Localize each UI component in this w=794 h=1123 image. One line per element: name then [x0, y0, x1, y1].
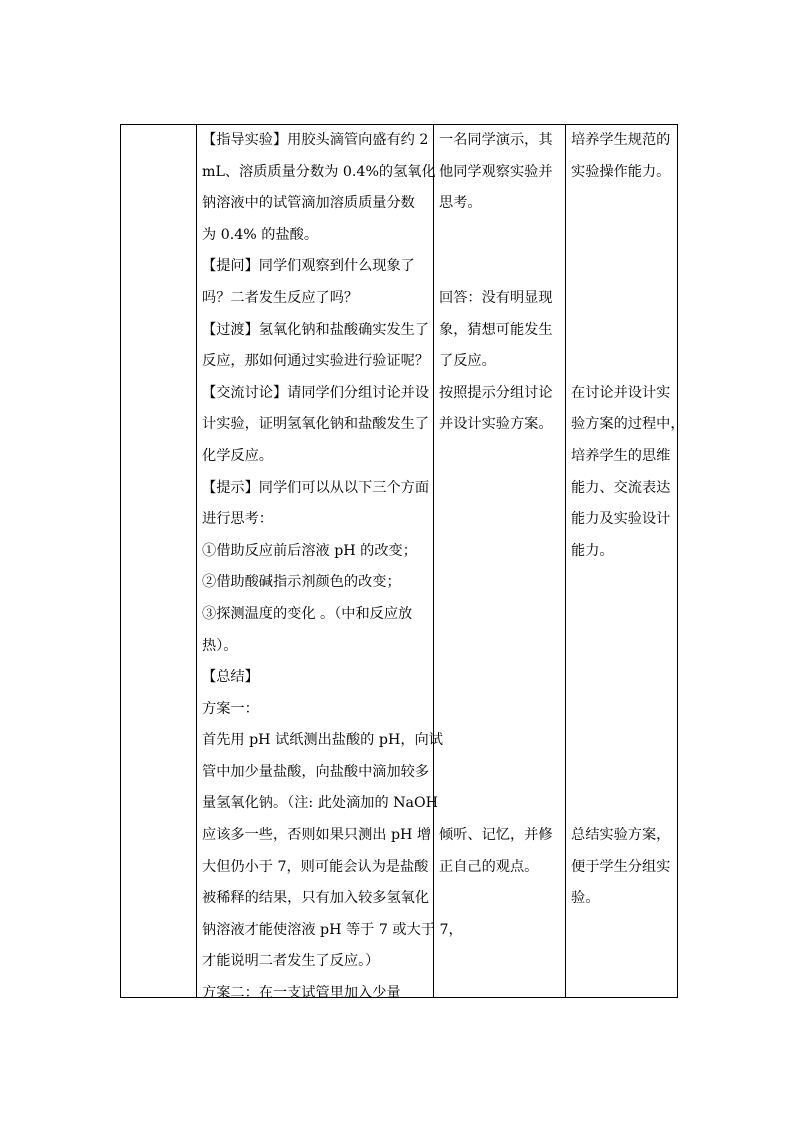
text-line: 回答：没有明显现	[439, 289, 553, 306]
text-line: 能力及实验设计	[571, 511, 671, 528]
column-divider	[433, 125, 434, 997]
text-line: 并设计实验方案。	[439, 416, 553, 433]
text-line: 了反应。	[439, 353, 496, 370]
text-line: 钠溶液中的试管滴加溶质质量分数	[202, 195, 415, 212]
text-line: 能力。	[571, 542, 614, 559]
text-line: mL、溶质质量分数为 0.4%的氢氧化	[202, 163, 436, 180]
text-line: 【总结】	[202, 669, 259, 686]
text-line: 【过渡】氢氧化钠和盐酸确实发生了	[202, 321, 430, 338]
text-line: 为 0.4% 的盐酸。	[202, 226, 319, 243]
text-line: 【提问】同学们观察到什么现象了	[202, 258, 415, 275]
lesson-plan-table	[120, 124, 685, 1002]
text-line: 【指导实验】用胶头滴管向盛有约 2	[202, 132, 429, 148]
text-line: 量氢氧化钠。（注: 此处滴加的 NaOH	[202, 795, 439, 812]
text-line: 应该多一些，否则如果只测出 pH 增	[202, 827, 432, 844]
text-line: 他同学观察实验并	[439, 163, 553, 180]
text-line: 思考。	[439, 195, 482, 212]
text-line: ③探测温度的变化 。（中和反应放	[202, 605, 413, 622]
text-line: 计实验，证明氢氧化钠和盐酸发生了	[202, 416, 430, 433]
text-line: 正自己的观点。	[439, 858, 539, 875]
text-line: 化学反应。	[202, 447, 273, 464]
column-divider	[565, 125, 566, 997]
text-line: 方案二：在一支试管里加入少量	[202, 985, 401, 1002]
design-intent-cell	[571, 125, 685, 915]
student-activity-cell	[439, 125, 563, 883]
text-line: 【提示】同学们可以从以下三个方面	[202, 479, 430, 496]
text-line: 钠溶液才能使溶液 pH 等于 7 或大于 7，	[202, 921, 463, 938]
text-line: 验。	[571, 890, 600, 907]
text-line: 一名同学演示，其	[439, 132, 553, 148]
text-line: 反应，那如何通过实验进行验证呢？	[202, 353, 430, 370]
text-line: 象，猜想可能发生	[439, 321, 553, 338]
text-line: 总结实验方案，	[571, 827, 671, 844]
text-line: 管中加少量盐酸，向盐酸中滴加较多	[202, 763, 430, 780]
text-line: 在讨论并设计实	[571, 384, 671, 401]
text-line: 首先用 pH 试纸测出盐酸的 pH，向试	[202, 732, 443, 749]
text-line: 方案一：	[202, 700, 259, 717]
text-line: 培养学生的思维	[571, 447, 671, 464]
text-line: 被稀释的结果，只有加入较多氢氧化	[202, 890, 430, 907]
text-line: 验方案的过程中，	[571, 416, 685, 433]
text-line: ①借助反应前后溶液 pH 的改变；	[202, 542, 417, 559]
text-line: 热）。	[202, 637, 238, 654]
text-line: 【交流讨论】请同学们分组讨论并设	[202, 384, 430, 401]
text-line: 培养学生规范的	[571, 132, 671, 148]
text-line: ②借助酸碱指示剂颜色的改变；	[202, 574, 401, 591]
text-line: 吗？二者发生反应了吗？	[202, 289, 359, 306]
text-line: 大但仍小于 7，则可能会认为是盐酸	[202, 858, 429, 875]
text-line: 进行思考：	[202, 511, 273, 528]
teacher-activity-cell	[202, 125, 463, 1010]
text-line: 按照提示分组讨论	[439, 384, 553, 401]
text-line: 实验操作能力。	[571, 163, 671, 180]
text-line: 才能说明二者发生了反应。）	[202, 953, 380, 970]
text-line: 倾听、记忆，并修	[439, 827, 553, 844]
text-line: 便于学生分组实	[571, 858, 671, 875]
column-divider	[196, 125, 197, 997]
text-line: 能力、交流表达	[571, 479, 671, 496]
